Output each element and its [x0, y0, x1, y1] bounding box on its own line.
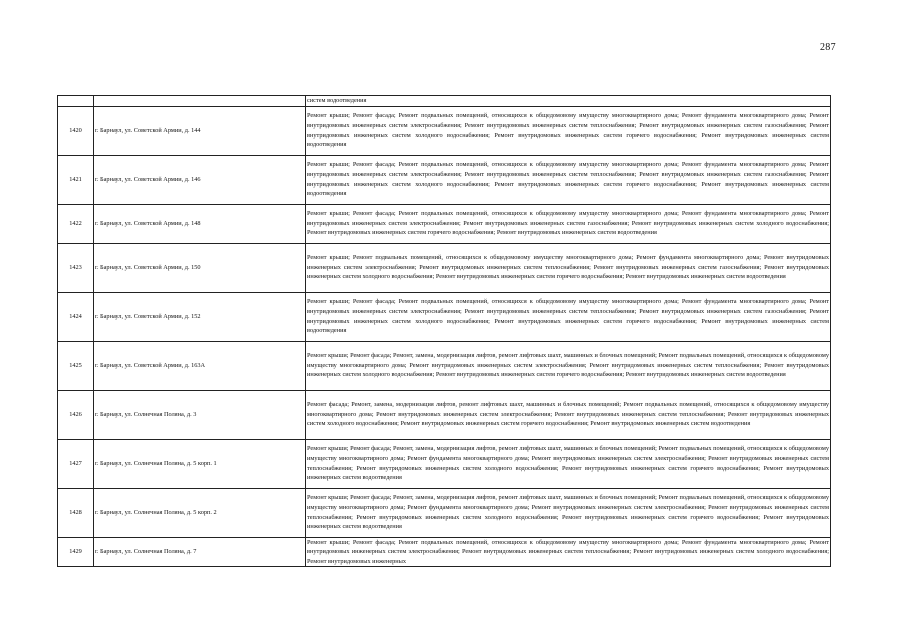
row-address: г. Барнаул, ул. Советской Армии, д. 163А — [94, 341, 306, 390]
row-number — [58, 96, 94, 107]
table-row — [58, 155, 831, 204]
row-address: г. Барнаул, ул. Солнечная Поляна, д. 5 корп. 1 — [94, 439, 306, 488]
row-address: г. Барнаул, ул. Советской Армии, д. 150 — [94, 243, 306, 292]
row-works: Ремонт крыши; Ремонт фасада; Ремонт подвальных помещений, относящихся к общедомовому имуществу многоквартирного дома; Ремонт фундамента многоквартирного дома; Ремонт внутридомовых инженерных систем электроснабжения; Ремонт внутридомовых инженерных систем теплоснабжения; Ремонт внутридомовых инженерных систем газоснабжения; Ремонт внутридомовых инженерных систем холодного водоснабжения; Ремонт внутридомовых инженерных систем горячего водоснабжения; Ремонт внутридомовых инженерных систем водоотведения — [306, 106, 831, 155]
table-row — [58, 243, 831, 292]
row-works: Ремонт крыши; Ремонт фасада; Ремонт подвальных помещений, относящихся к общедомовому имуществу многоквартирного дома; Ремонт фундамента многоквартирного дома; Ремонт внутридомовых инженерных систем электроснабжения; Ремонт внутридомовых инженерных систем теплоснабжения; Ремонт внутридомовых инженерных систем холодного водоснабжения; Ремонт внутридомовых инженерных — [306, 537, 831, 567]
row-works: Ремонт крыши; Ремонт фасада; Ремонт, замена, модернизация лифтов, ремонт лифтовых шахт, машинных и блочных помещений; Ремонт подвальных помещений, относящихся к общедомовому имуществу многоквартирного дома; Ремонт фундамента многоквартирного дома; Ремонт внутридомовых инженерных систем электроснабжения; Ремонт внутридомовых инженерных систем теплоснабжения; Ремонт внутридомовых инженерных систем холодного водоснабжения; Ремонт внутридомовых инженерных систем горячего водоснабжения; Ремонт внутридомовых инженерных систем водоотведения — [306, 439, 831, 488]
row-address: г. Барнаул, ул. Советской Армии, д. 144 — [94, 106, 306, 155]
row-works: систем водоотведения — [306, 96, 831, 107]
table-row — [58, 341, 831, 390]
page-number: 287 — [820, 42, 836, 53]
row-works: Ремонт крыши; Ремонт фасада; Ремонт, замена, модернизация лифтов, ремонт лифтовых шахт, машинных и блочных помещений; Ремонт подвальных помещений, относящихся к общедомовому имуществу многоквартирного дома; Ремонт фундамента многоквартирного дома; Ремонт внутридомовых инженерных систем электроснабжения; Ремонт внутридомовых инженерных систем теплоснабжения; Ремонт внутридомовых инженерных систем холодного водоснабжения; Ремонт внутридомовых инженерных систем горячего водоснабжения; Ремонт внутридомовых инженерных систем водоотведения — [306, 488, 831, 537]
row-number: 1428 — [58, 488, 94, 537]
row-address: г. Барнаул, ул. Советской Армии, д. 152 — [94, 292, 306, 341]
row-number: 1426 — [58, 390, 94, 439]
row-works: Ремонт крыши; Ремонт подвальных помещений, относящихся к общедомовому имуществу многоквартирного дома; Ремонт фундамента многоквартирного дома; Ремонт внутридомовых инженерных систем электроснабжения; Ремонт внутридомовых инженерных систем теплоснабжения; Ремонт внутридомовых инженерных систем газоснабжения; Ремонт внутридомовых инженерных систем холодного водоснабжения; Ремонт внутридомовых инженерных систем горячего водоснабжения; Ремонт внутридомовых инженерных систем водоотведения — [306, 243, 831, 292]
table-row — [58, 96, 831, 107]
table-row — [58, 106, 831, 155]
works-registry-table — [57, 95, 831, 567]
row-number: 1429 — [58, 537, 94, 567]
row-address: г. Барнаул, ул. Солнечная Поляна, д. 3 — [94, 390, 306, 439]
row-number: 1420 — [58, 106, 94, 155]
row-address: г. Барнаул, ул. Солнечная Поляна, д. 5 корп. 2 — [94, 488, 306, 537]
row-number: 1422 — [58, 204, 94, 243]
row-number: 1427 — [58, 439, 94, 488]
table-row — [58, 204, 831, 243]
row-works: Ремонт фасада; Ремонт, замена, модернизация лифтов, ремонт лифтовых шахт, машинных и блочных помещений; Ремонт подвальных помещений, относящихся к общедомовому имуществу многоквартирного дома; Ремонт внутридомовых инженерных систем электроснабжения; Ремонт внутридомовых инженерных систем теплоснабжения; Ремонт внутридомовых инженерных систем холодного водоснабжения; Ремонт внутридомовых инженерных систем горячего водоснабжения; Ремонт внутридомовых инженерных систем водоотведения — [306, 390, 831, 439]
row-number: 1425 — [58, 341, 94, 390]
row-address: г. Барнаул, ул. Солнечная Поляна, д. 7 — [94, 537, 306, 567]
row-number: 1421 — [58, 155, 94, 204]
table-row — [58, 488, 831, 537]
row-address — [94, 96, 306, 107]
table-row — [58, 537, 831, 567]
row-number: 1424 — [58, 292, 94, 341]
table-row — [58, 439, 831, 488]
row-works: Ремонт крыши; Ремонт фасада; Ремонт подвальных помещений, относящихся к общедомовому имуществу многоквартирного дома; Ремонт фундамента многоквартирного дома; Ремонт внутридомовых инженерных систем электроснабжения; Ремонт внутридомовых инженерных систем теплоснабжения; Ремонт внутридомовых инженерных систем газоснабжения; Ремонт внутридомовых инженерных систем холодного водоснабжения; Ремонт внутридомовых инженерных систем горячего водоснабжения; Ремонт внутридомовых инженерных систем водоотведения — [306, 292, 831, 341]
row-works: Ремонт крыши; Ремонт фасада; Ремонт, замена, модернизация лифтов, ремонт лифтовых шахт, машинных и блочных помещений; Ремонт подвальных помещений, относящихся к общедомовому имуществу многоквартирного дома; Ремонт внутридомовых инженерных систем электроснабжения; Ремонт внутридомовых инженерных систем теплоснабжения; Ремонт внутридомовых инженерных систем холодного водоснабжения; Ремонт внутридомовых инженерных систем горячего водоснабжения; Ремонт внутридомовых инженерных систем водоотведения — [306, 341, 831, 390]
table-row — [58, 292, 831, 341]
row-works: Ремонт крыши; Ремонт фасада; Ремонт подвальных помещений, относящихся к общедомовому имуществу многоквартирного дома; Ремонт фундамента многоквартирного дома; Ремонт внутридомовых инженерных систем электроснабжения; Ремонт внутридомовых инженерных систем газоснабжения; Ремонт внутридомовых инженерных систем холодного водоснабжения; Ремонт внутридомовых инженерных систем горячего водоснабжения; Ремонт внутридомовых инженерных систем водоотведения — [306, 204, 831, 243]
row-works: Ремонт крыши; Ремонт фасада; Ремонт подвальных помещений, относящихся к общедомовому имуществу многоквартирного дома; Ремонт фундамента многоквартирного дома; Ремонт внутридомовых инженерных систем электроснабжения; Ремонт внутридомовых инженерных систем теплоснабжения; Ремонт внутридомовых инженерных систем газоснабжения; Ремонт внутридомовых инженерных систем холодного водоснабжения; Ремонт внутридомовых инженерных систем горячего водоснабжения; Ремонт внутридомовых инженерных систем водоотведения — [306, 155, 831, 204]
row-number: 1423 — [58, 243, 94, 292]
table-row — [58, 390, 831, 439]
row-address: г. Барнаул, ул. Советской Армии, д. 146 — [94, 155, 306, 204]
row-address: г. Барнаул, ул. Советской Армии, д. 148 — [94, 204, 306, 243]
